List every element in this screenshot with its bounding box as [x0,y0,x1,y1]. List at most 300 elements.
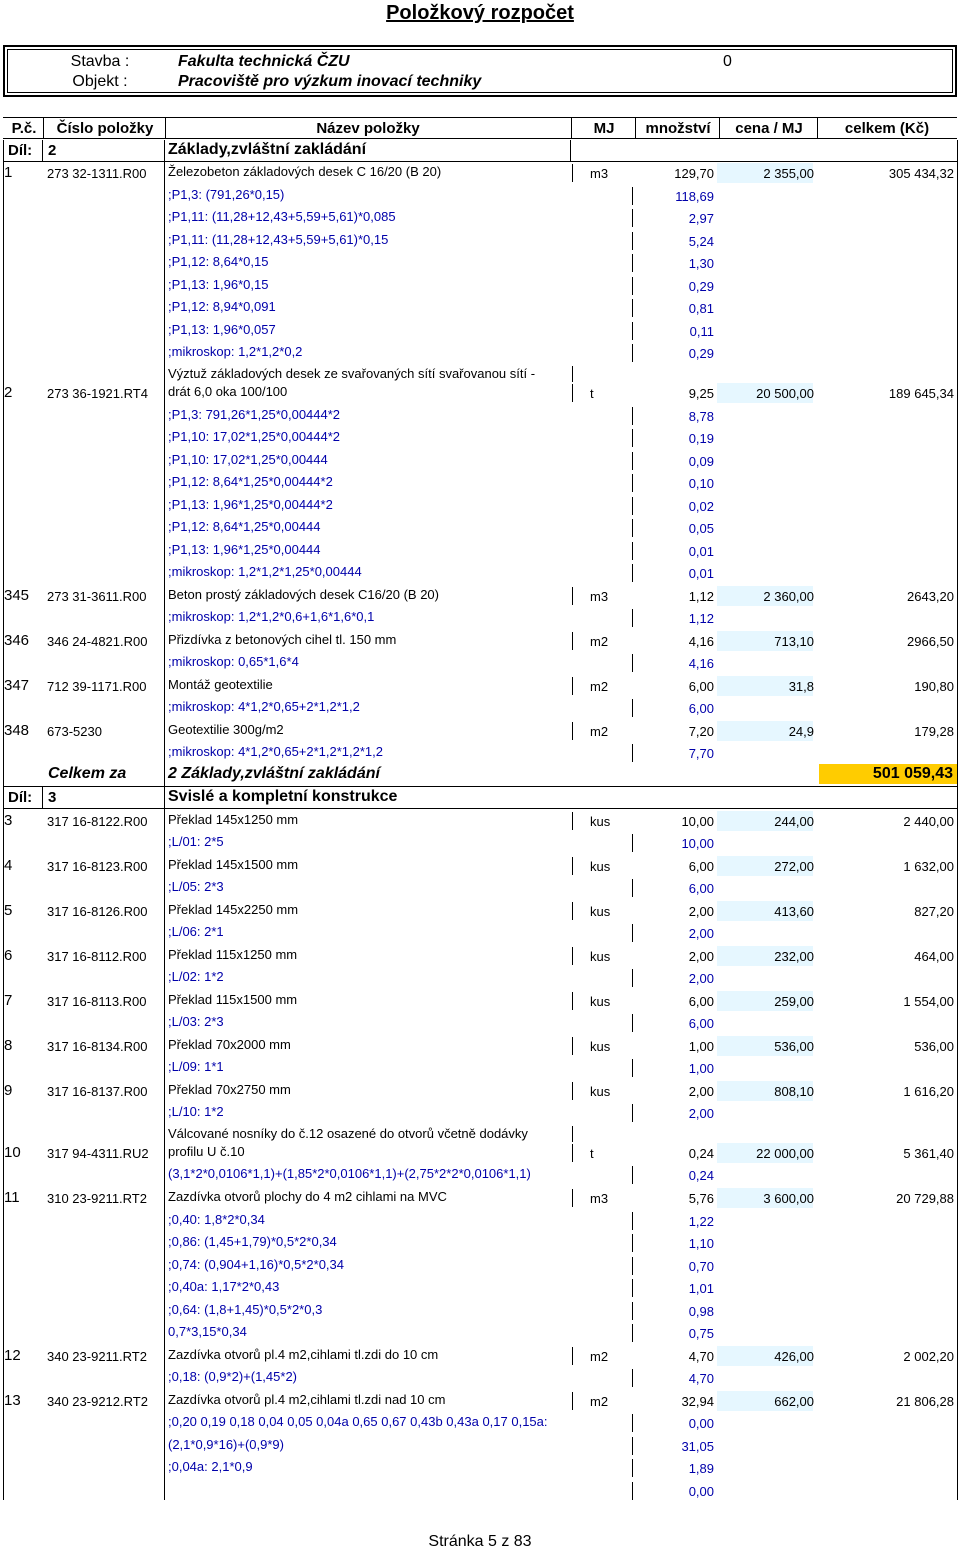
qty-separator [632,564,633,582]
cell-qty: 9,25 [688,386,714,401]
detail-row [0,427,960,449]
cell-name: ;L/09: 1*1 [168,1059,224,1074]
project-header [3,45,957,97]
qty-separator [632,277,633,295]
cell-code: 317 16-8134.R00 [47,1039,148,1054]
mj-separator [572,1037,573,1055]
cell-name: ;P1,11: (11,28+12,43+5,59+5,61)*0,15 [168,232,389,247]
section-number: 3 [48,789,57,806]
item-row [0,900,960,922]
cell-qty: 0,75 [688,1326,714,1341]
qty-separator [632,299,633,317]
cell-name: ;P1,10: 17,02*1,25*0,00444*2 [168,429,341,444]
cell-qty: 2,00 [688,926,714,941]
cell-name: ;mikroskop: 0,65*1,6*4 [168,654,299,669]
detail-row [0,967,960,989]
cell-mj: m2 [590,1394,609,1409]
mj-separator [572,1189,573,1207]
detail-row [0,1255,960,1277]
cell-price: 413,60 [774,904,814,919]
cell-code: 317 16-8113.R00 [47,994,147,1009]
cell-mj: kus [590,1039,611,1054]
cell-total: 2 440,00 [903,814,954,829]
cell-price: 3 600,00 [763,1191,814,1206]
qty-separator [632,1369,633,1387]
cell-pc: 9 [4,1082,13,1099]
cell-qty: 2,00 [688,904,714,919]
cell-pc: 4 [4,857,13,874]
col-qty: množství [645,120,711,137]
item-row [0,855,960,877]
cell-name: ;L/01: 2*5 [168,834,224,849]
cell-name: Překlad 115x1250 mm [168,947,298,962]
cell-name: profilu U č.10 [168,1144,245,1159]
cell-pc: 345 [4,587,30,604]
mj-separator [572,947,573,965]
cell-code: 673-5230 [47,724,102,739]
cell-mj: m2 [590,634,609,649]
cell-name: ;0,86: (1,45+1,79)*0,5*2*0,34 [168,1234,337,1249]
cell-name: drát 6,0 oka 100/100 [168,384,288,399]
mj-separator [572,677,573,695]
qty-separator [632,519,633,537]
cell-total: 2643,20 [907,589,954,604]
cell-qty: 1,89 [688,1461,714,1476]
cell-qty: 0,81 [688,301,714,316]
item-row [0,1390,960,1412]
cell-name: Překlad 70x2000 mm [168,1037,291,1052]
cell-code: 317 16-8123.R00 [47,859,148,874]
cell-qty: 1,22 [688,1214,714,1229]
detail-row [0,1412,960,1434]
cell-qty: 2,00 [688,949,714,964]
cell-mj: kus [590,904,611,919]
cell-qty: 5,24 [688,234,714,249]
qty-separator [632,407,633,425]
cell-name: ;mikroskop: 4*1,2*0,65+2*1,2*1,2 [168,699,360,714]
qty-separator [632,1482,633,1500]
col-pc: P.č. [11,120,37,137]
qty-separator [632,1059,633,1077]
cell-name: ;mikroskop: 1,2*1,2*0,2 [168,344,303,359]
qty-separator [632,1166,633,1184]
cell-qty: 0,29 [688,279,714,294]
cell-name: Přizdívka z betonových cihel tl. 150 mm [168,632,397,647]
cell-qty: 31,05 [681,1439,714,1454]
cell-price: 272,00 [774,859,814,874]
item-row [0,810,960,832]
cell-total: 1 616,20 [903,1084,954,1099]
cell-name: ;mikroskop: 4*1,2*0,65+2*1,2*1,2*1,2 [168,744,384,759]
qty-separator [632,879,633,897]
qty-separator [632,322,633,340]
item-row [0,990,960,1012]
cell-code: 317 16-8112.R00 [47,949,147,964]
cell-qty: 118,69 [675,189,714,204]
mj-separator [572,812,573,830]
cell-qty: 1,12 [688,611,714,626]
cell-price: 259,00 [774,994,814,1009]
qty-separator [632,834,633,852]
mj-separator [572,992,573,1010]
cell-qty: 0,09 [688,454,714,469]
cell-name2: Válcované nosníky do č.12 osazené do otvorů včetně dodávky [168,1126,528,1141]
item-row [0,630,960,652]
qty-separator [632,452,633,470]
cell-name: ;P1,12: 8,94*0,091 [168,299,276,314]
cell-code: 340 23-9211.RT2 [47,1349,147,1364]
item-row [0,1080,960,1102]
cell-qty: 2,00 [688,1084,714,1099]
qty-separator [632,654,633,672]
detail-row [0,1164,960,1186]
cell-total: 179,28 [914,724,954,739]
sum-total: 501 059,43 [819,764,957,784]
cell-qty: 4,16 [688,656,714,671]
cell-qty: 1,00 [688,1039,714,1054]
cell-qty: 2,97 [688,211,714,226]
cell-name: ;P1,13: 1,96*1,25*0,00444*2 [168,497,333,512]
cell-qty: 0,01 [688,566,714,581]
section-title: Základy,zvláštní zakládání [168,141,367,158]
cell-name: Překlad 70x2750 mm [168,1082,291,1097]
cell-total: 189 645,34 [888,386,954,401]
mj-separator [572,632,573,650]
cell-name: ;0,64: (1,8+1,45)*0,5*2*0,3 [168,1302,323,1317]
cell-total: 21 806,28 [896,1394,954,1409]
detail-row [0,877,960,899]
cell-name: Montáž geotextilie [168,677,273,692]
objekt-label: Objekt : [72,73,128,90]
cell-name: Beton prostý základových desek C16/20 (B 20) [168,587,439,602]
cell-qty: 129,70 [674,166,714,181]
qty-separator [632,209,633,227]
detail-row [0,1435,960,1457]
cell-qty: 0,11 [689,324,714,339]
cell-price: 22 000,00 [756,1146,814,1161]
cell-code: 317 16-8122.R00 [47,814,148,829]
detail-row [0,562,960,584]
mj-separator [572,384,573,402]
mj-separator [572,722,573,740]
cell-price: 244,00 [774,814,814,829]
mj-separator [572,1082,573,1100]
cell-name: ;0,18: (0,9*2)+(1,45*2) [168,1369,297,1384]
qty-separator [632,744,633,762]
cell-name: ;mikroskop: 1,2*1,2*1,25*0,00444 [168,564,362,579]
page-title: Položkový rozpočet [386,2,574,24]
mj-separator [572,857,573,875]
col-total: celkem (Kč) [844,120,930,137]
qty-separator [632,1324,633,1342]
cell-qty: 0,10 [688,476,714,491]
detail-row [0,652,960,674]
item-row [0,162,960,184]
cell-qty: 0,29 [688,346,714,361]
cell-name: ;mikroskop: 1,2*1,2*0,6+1,6*1,6*0,1 [168,609,375,624]
section-number: 2 [48,142,57,159]
detail-row [0,495,960,517]
cell-name: ;0,04a: 2,1*0,9 [168,1459,253,1474]
cell-name: ;L/10: 1*2 [168,1104,224,1119]
cell-qty: 6,00 [688,859,714,874]
cell-mj: m2 [590,724,609,739]
cell-total: 190,80 [914,679,954,694]
cell-pc: 2 [4,384,13,401]
cell-name: (2,1*0,9*16)+(0,9*9) [168,1437,284,1452]
cell-qty: 0,70 [688,1259,714,1274]
col-code: Číslo položky [56,120,154,137]
cell-name: ;L/02: 1*2 [168,969,224,984]
col-mj: MJ [593,120,615,137]
detail-row [0,342,960,364]
detail-row [0,832,960,854]
qty-separator [632,1279,633,1297]
cell-mj: kus [590,859,611,874]
qty-separator [632,187,633,205]
cell-price: 24,9 [788,724,814,739]
mj-separator [572,587,573,605]
detail-row [0,1210,960,1232]
cell-mj: kus [590,949,611,964]
cell-qty: 0,05 [688,521,714,536]
cell-price: 2 355,00 [763,166,814,181]
qty-separator [632,232,633,250]
section-title: Svislé a kompletní konstrukce [168,788,398,805]
detail-row [0,1232,960,1254]
cell-qty: 6,00 [688,701,714,716]
cell-name: (3,1*2*0,0106*1,1)+(1,85*2*0,0106*1,1)+(2,75*2*2*0,0106*1,1) [168,1166,531,1181]
section-label: Díl: [8,789,33,806]
cell-code: 273 32-1311.R00 [47,166,147,181]
detail-row [0,230,960,252]
cell-pc: 6 [4,947,13,964]
cell-qty: 0,19 [688,431,714,446]
stavba-value: Fakulta technická ČZU [178,53,350,70]
cell-qty: 0,98 [688,1304,714,1319]
cell-pc: 11 [4,1189,20,1206]
cell-mj: m3 [590,1191,609,1206]
mj-separator [572,1144,573,1162]
cell-mj: kus [590,994,611,1009]
cell-name: ;P1,12: 8,64*0,15 [168,254,269,269]
cell-qty: 4,70 [688,1349,714,1364]
qty-separator [632,1414,633,1432]
mj-separator [572,164,573,182]
detail-row [0,1277,960,1299]
cell-qty: 2,00 [688,1106,714,1121]
cell-name: 0,7*3,15*0,34 [168,1324,247,1339]
cell-name: ;P1,13: 1,96*0,15 [168,277,269,292]
qty-separator [632,344,633,362]
cell-qty: 6,00 [688,994,714,1009]
cell-name: Překlad 145x1250 mm [168,812,299,827]
cell-name: ;L/05: 2*3 [168,879,224,894]
detail-row [0,1300,960,1322]
qty-separator [632,1302,633,1320]
cell-qty: 6,00 [688,881,714,896]
cell-name: ;L/03: 2*3 [168,1014,224,1029]
cell-qty: 6,00 [688,1016,714,1031]
qty-separator [632,429,633,447]
cell-mj: m3 [590,589,609,604]
cell-name: ;P1,3: (791,26*0,15) [168,187,285,202]
cell-pc: 8 [4,1037,13,1054]
item-row [0,1345,960,1367]
detail-row [0,1457,960,1479]
cell-qty: 8,78 [688,409,714,424]
qty-separator [632,1014,633,1032]
cell-name: ;P1,3: 791,26*1,25*0,00444*2 [168,407,341,422]
detail-row [0,1367,960,1389]
detail-row [0,742,960,764]
page-footer: Stránka 5 z 83 [428,1533,532,1550]
cell-price: 662,00 [774,1394,814,1409]
col-price: cena / MJ [735,120,803,137]
detail-row [0,297,960,319]
cell-qty: 0,01 [688,544,714,559]
cell-qty: 4,70 [688,1371,714,1386]
cell-mj: kus [590,814,611,829]
cell-name: ;L/06: 2*1 [168,924,224,939]
cell-pc: 347 [4,677,30,694]
cell-qty: 7,20 [688,724,714,739]
cell-code: 712 39-1171.R00 [47,679,147,694]
cell-total: 827,20 [914,904,954,919]
cell-name: ;P1,12: 8,64*1,25*0,00444*2 [168,474,333,489]
detail-row [0,185,960,207]
cell-total: 305 434,32 [888,166,954,181]
detail-row [0,1102,960,1124]
cell-total: 536,00 [914,1039,954,1054]
cell-total: 5 361,40 [903,1146,954,1161]
cell-qty: 1,30 [688,256,714,271]
section-header-3 [0,787,960,809]
detail-row [0,697,960,719]
qty-separator [632,1104,633,1122]
cell-qty: 32,94 [681,1394,714,1409]
cell-code: 317 16-8126.R00 [47,904,148,919]
cell-qty: 6,00 [688,679,714,694]
item-row [0,1187,960,1209]
detail-row [0,1322,960,1344]
cell-price: 31,8 [788,679,814,694]
cell-qty: 10,00 [681,814,714,829]
cell-price: 20 500,00 [756,386,814,401]
cell-name2: Výztuž základových desek ze svařovaných sítí svařovanou sítí - [168,366,536,381]
detail-row [0,1480,960,1502]
cell-qty: 0,00 [688,1484,714,1499]
cell-pc: 1 [4,164,13,181]
qty-separator [632,1257,633,1275]
cell-name: Železobeton základových desek C 16/20 (B 20) [168,164,442,179]
section-label: Díl: [8,142,33,159]
stavba-label: Stavba : [70,53,130,70]
cell-price: 426,00 [774,1349,814,1364]
detail-row [0,1057,960,1079]
cell-qty: 0,00 [688,1416,714,1431]
detail-row [0,207,960,229]
cell-pc: 12 [4,1347,21,1364]
cell-pc: 5 [4,902,13,919]
item-row [0,585,960,607]
cell-pc: 348 [4,722,30,739]
cell-name: Zazdívka otvorů plochy do 4 m2 cihlami na MVC [168,1189,447,1204]
cell-qty: 1,01 [688,1281,714,1296]
qty-separator [632,699,633,717]
cell-mj: t [590,1146,594,1161]
cell-total: 20 729,88 [896,1191,954,1206]
cell-name: Překlad 145x2250 mm [168,902,299,917]
qty-separator [632,1437,633,1455]
cell-price: 232,00 [774,949,814,964]
cell-price: 2 360,00 [763,589,814,604]
item-row [0,675,960,697]
cell-pc: 7 [4,992,13,1009]
cell-name: ;0,40a: 1,17*2*0,43 [168,1279,280,1294]
section-header-2 [0,140,960,162]
qty-separator [632,254,633,272]
qty-separator [632,609,633,627]
cell-total: 464,00 [914,949,954,964]
mj-separator-top [572,1126,573,1142]
mj-separator [572,1392,573,1410]
detail-row [0,472,960,494]
cell-name: ;P1,13: 1,96*0,057 [168,322,276,337]
cell-mj: m2 [590,679,609,694]
stavba-code: 0 [723,53,732,70]
cell-price: 713,10 [774,634,814,649]
cell-name: ;P1,11: (11,28+12,43+5,59+5,61)*0,085 [168,209,396,224]
cell-name: Zazdívka otvorů pl.4 m2,cihlami tl.zdi nad 10 cm [168,1392,446,1407]
cell-qty: 5,76 [688,1191,714,1206]
cell-name: ;P1,10: 17,02*1,25*0,00444 [168,452,328,467]
cell-price: 536,00 [774,1039,814,1054]
cell-qty: 7,70 [688,746,714,761]
item-row [0,1126,960,1164]
cell-name: ;P1,13: 1,96*1,25*0,00444 [168,542,321,557]
cell-total: 1 554,00 [903,994,954,1009]
cell-qty: 0,24 [688,1168,714,1183]
qty-separator [632,924,633,942]
detail-row [0,1012,960,1034]
mj-separator-top [572,366,573,382]
detail-row [0,252,960,274]
cell-total: 1 632,00 [903,859,954,874]
qty-separator [632,497,633,515]
qty-separator [632,542,633,560]
section-sum-2 [0,765,960,787]
cell-code: 317 94-4311.RU2 [47,1146,149,1161]
qty-separator [632,1459,633,1477]
cell-qty: 0,02 [688,499,714,514]
cell-code: 310 23-9211.RT2 [47,1191,147,1206]
cell-mj: t [590,386,594,401]
qty-separator [632,969,633,987]
cell-qty: 2,00 [688,971,714,986]
detail-row [0,320,960,342]
cell-qty: 4,16 [688,634,714,649]
mj-separator [572,1347,573,1365]
detail-row [0,517,960,539]
cell-qty: 1,00 [688,1061,714,1076]
cell-name: Geotextilie 300g/m2 [168,722,284,737]
cell-name: ;0,74: (0,904+1,16)*0,5*2*0,34 [168,1257,345,1272]
cell-code: 273 36-1921.RT4 [47,386,148,401]
cell-mj: m2 [590,1349,609,1364]
cell-code: 340 23-9212.RT2 [47,1394,148,1409]
sum-label: Celkem za [48,765,127,782]
